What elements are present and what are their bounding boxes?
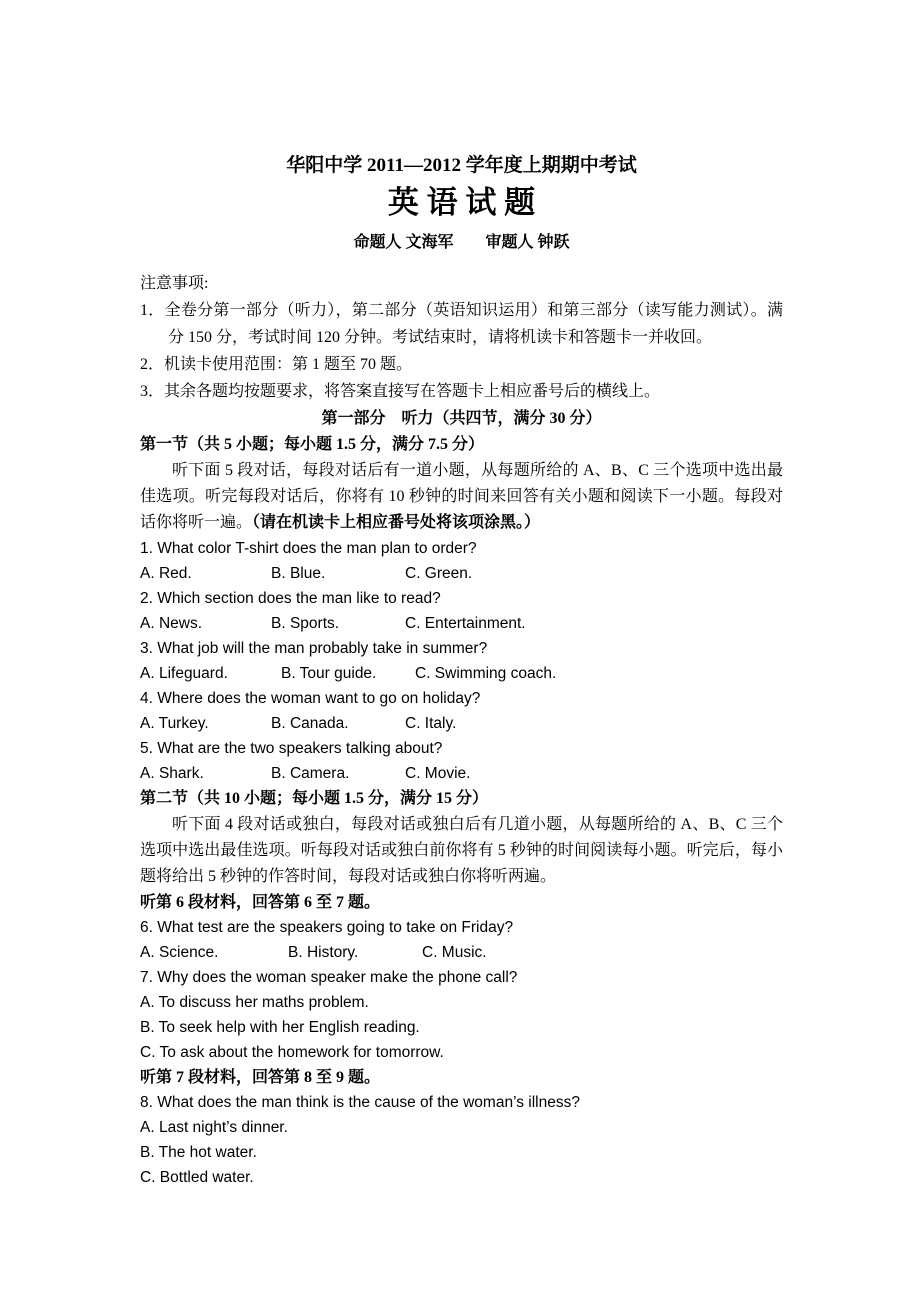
question-options [140, 711, 783, 736]
notes-label: 注意事项: [140, 275, 209, 292]
question-block-3 [140, 636, 783, 686]
question-text: 1. What color T-shirt does the man plan to order? [140, 540, 477, 557]
notes-section [140, 270, 783, 405]
option-a: A. Lifeguard. [140, 665, 228, 682]
option-a: A. Shark. [140, 765, 204, 782]
material-6-label: 听第 6 段材料，回答第 6 至 7 题。 [140, 894, 381, 911]
option-c: C. Entertainment. [405, 615, 526, 632]
option-c: C. Green. [405, 565, 473, 582]
question-block-7 [140, 965, 783, 1065]
part1-sub1-heading: 第一节（共 5 小题；每小题 1.5 分，满分 7.5 分） [140, 436, 485, 453]
note-item-1: 1．全卷分第一部分（听力），第二部分（英语知识运用）和第三部分（读写能力测试）。满分 150 分，考试时间 120 分钟。考试结束时，请将机读卡和答题卡一并收回。 [140, 302, 783, 346]
option-a: A. Turkey. [140, 715, 209, 732]
exam-main-title: 英 语 试 题 [387, 185, 536, 220]
option-c: C. Bottled water. [140, 1169, 254, 1186]
question-text: 5. What are the two speakers talking about? [140, 740, 443, 757]
option-b: B. Blue. [271, 565, 326, 582]
material-7-label: 听第 7 段材料，回答第 8 至 9 题。 [140, 1069, 381, 1086]
question-block-1 [140, 536, 783, 586]
question-block-8 [140, 1090, 783, 1190]
question-block-6 [140, 915, 783, 965]
option-b: B. To seek help with her English reading. [140, 1019, 420, 1036]
option-a: A. Red. [140, 565, 192, 582]
option-b: B. Canada. [271, 715, 349, 732]
question-block-4 [140, 686, 783, 736]
question-options [140, 940, 783, 965]
question-text: 3. What job will the man probably take in summer? [140, 640, 488, 657]
option-a: A. Last night’s dinner. [140, 1119, 288, 1136]
question-text: 4. Where does the woman want to go on holiday? [140, 690, 481, 707]
question-options [140, 561, 783, 586]
option-b: B. Sports. [271, 615, 340, 632]
option-c: C. Italy. [405, 715, 457, 732]
part1-instructions [140, 458, 783, 536]
question-text: 2. Which section does the man like to read? [140, 590, 441, 607]
part1-sub2-heading: 第二节（共 10 小题；每小题 1.5 分，满分 15 分） [140, 790, 489, 807]
question-text: 6. What test are the speakers going to take on Friday? [140, 919, 514, 936]
question-text: 8. What does the man think is the cause of the woman’s illness? [140, 1094, 580, 1111]
option-a: A. To discuss her maths problem. [140, 994, 369, 1011]
option-b: B. Tour guide. [281, 665, 377, 682]
question-text: 7. Why does the woman speaker make the phone call? [140, 969, 518, 986]
option-c: C. Music. [422, 944, 487, 961]
question-options [140, 611, 783, 636]
option-a: A. Science. [140, 944, 219, 961]
question-options [140, 761, 783, 786]
question-options [140, 661, 783, 686]
option-a: A. News. [140, 615, 203, 632]
question-block-2 [140, 586, 783, 636]
option-c: C. Movie. [405, 765, 471, 782]
part2-instructions: 听下面 4 段对话或独白，每段对话或独白后有几道小题，从每题所给的 A、B、C 三个选项中选出最佳选项。听每段对话或独白前你将有 5 秒钟的时间阅读每小题。听完后，每小题将给出 5 秒钟的作答时间，每段对话或独白你将听两遍。 [140, 816, 783, 885]
part1-section-title: 第一部分 听力（共四节，满分 30 分） [321, 410, 602, 427]
exam-authors-line: 命题人 文海军 审题人 钟跃 [353, 234, 570, 251]
part1-instructions-text: 听下面 5 段对话，每段对话后有一道小题，从每题所给的 A、B、C 三个选项中选出最佳选项。听完每段对话后，你将有 10 秒钟的时间来回答有关小题和阅读下一小题。每段对话你将听一遍。 [140, 462, 783, 531]
exam-header-title: 华阳中学 2011—2012 学年度上期期中考试 [286, 155, 637, 176]
option-c: C. Swimming coach. [415, 665, 557, 682]
option-b: B. Camera. [271, 765, 350, 782]
part1-instructions-bold: （请在机读卡上相应番号处将该项涂黑。） [252, 514, 541, 531]
question-block-5 [140, 736, 783, 786]
option-b: B. History. [288, 944, 359, 961]
option-c: C. To ask about the homework for tomorrow. [140, 1044, 444, 1061]
option-b: B. The hot water. [140, 1144, 257, 1161]
note-item-3: 3．其余各题均按题要求，将答案直接写在答题卡上相应番号后的横线上。 [140, 383, 661, 400]
note-item-2: 2．机读卡使用范围：第 1 题至 70 题。 [140, 356, 413, 373]
